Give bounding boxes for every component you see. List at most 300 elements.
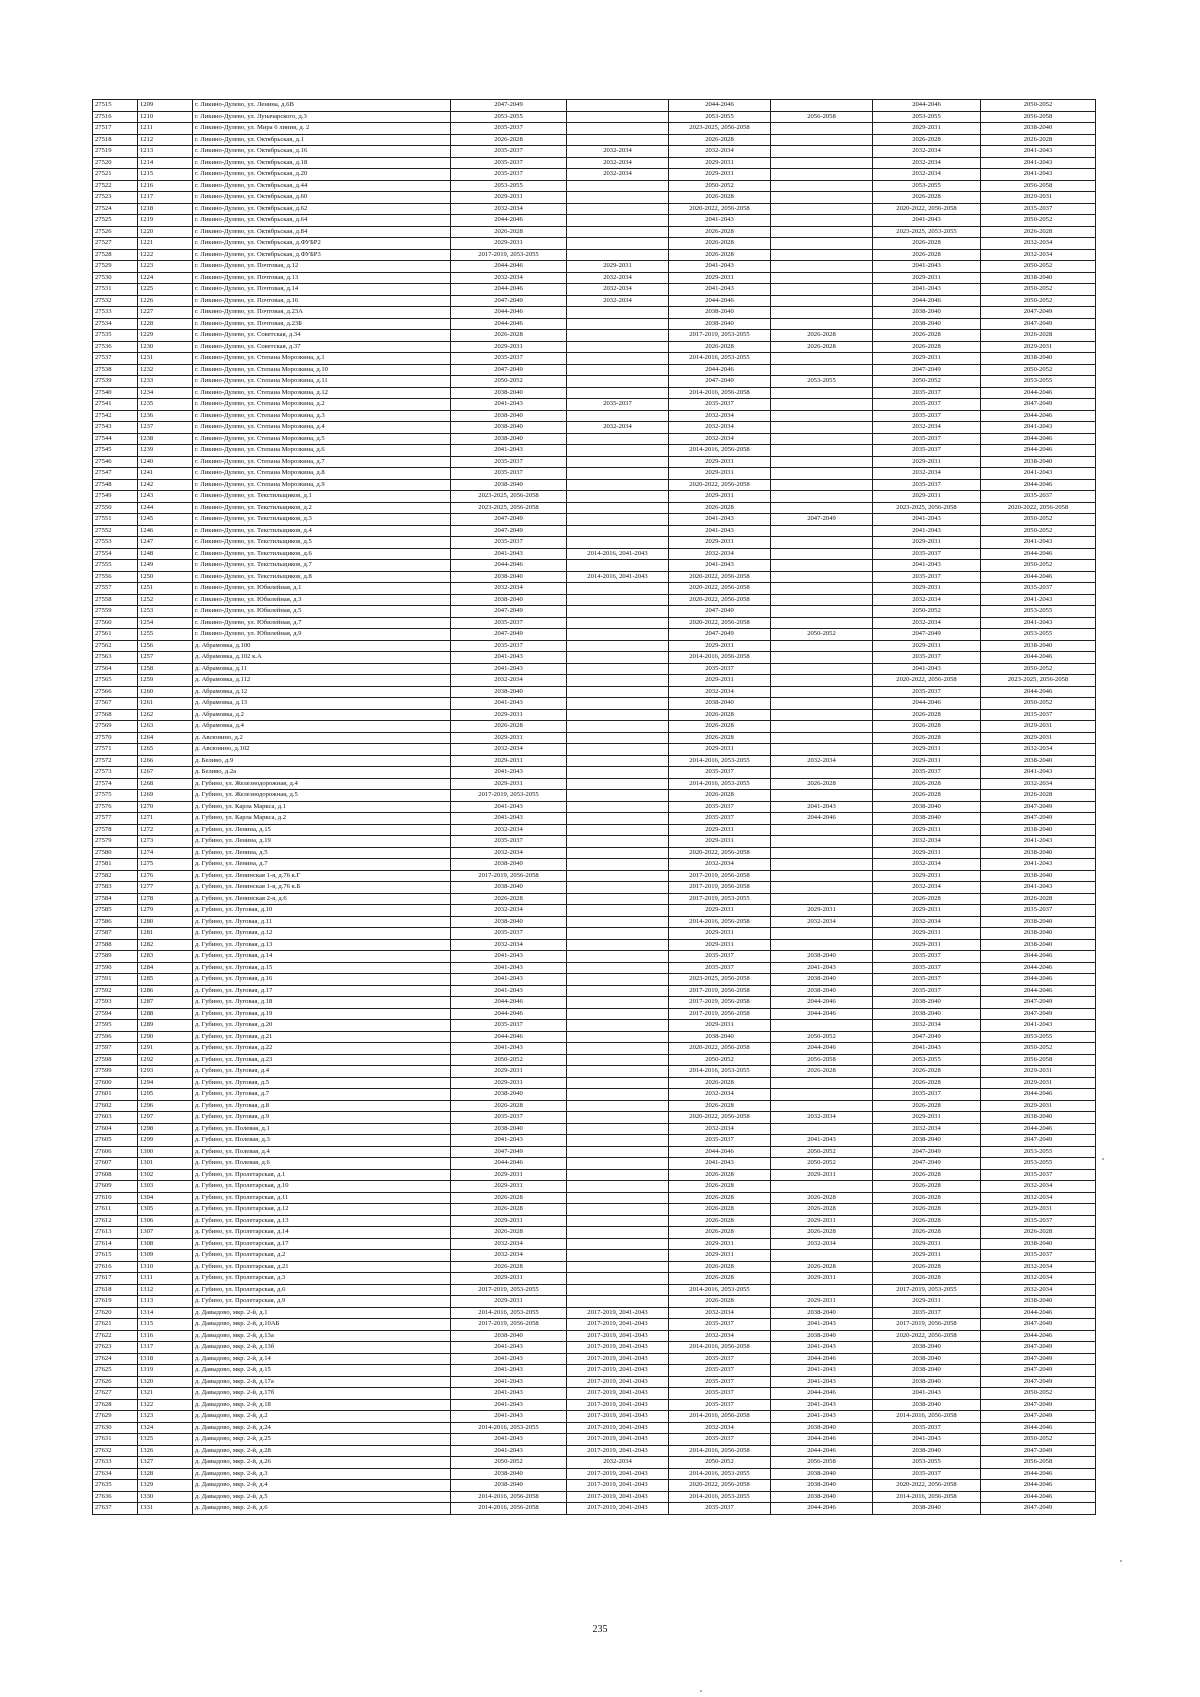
table-row	[93, 836, 1096, 848]
table-row	[93, 1457, 1096, 1469]
period-cell: 2026-2028	[669, 1192, 771, 1204]
period-cell: 2044-2046	[981, 1422, 1096, 1434]
table-row	[93, 1054, 1096, 1066]
period-cell: 2029-2031	[669, 169, 771, 181]
period-cell	[567, 445, 669, 457]
period-cell: 2038-2040	[451, 1330, 567, 1342]
address-cell: д. Губино, ул. Карла Маркса, д.2	[193, 813, 451, 825]
period-cell: 2017-2019, 2056-2058	[451, 1319, 567, 1331]
address-number-cell: 1318	[138, 1353, 193, 1365]
record-number-cell: 27602	[93, 1100, 138, 1112]
period-cell: 2026-2028	[669, 1100, 771, 1112]
period-cell: 2026-2028	[981, 330, 1096, 342]
period-cell	[567, 123, 669, 135]
period-cell: 2014-2016, 2056-2058	[669, 1342, 771, 1354]
table-row	[93, 468, 1096, 480]
table-row	[93, 617, 1096, 629]
period-cell: 2035-2037	[873, 767, 981, 779]
address-number-cell: 1323	[138, 1411, 193, 1423]
table-row	[93, 1399, 1096, 1411]
period-cell: 2026-2028	[873, 1066, 981, 1078]
address-number-cell: 1220	[138, 226, 193, 238]
table-row	[93, 640, 1096, 652]
period-cell: 2026-2028	[451, 893, 567, 905]
period-cell: 2044-2046	[771, 1503, 873, 1515]
period-cell	[567, 744, 669, 756]
table-row	[93, 721, 1096, 733]
period-cell: 2041-2043	[873, 663, 981, 675]
period-cell: 2041-2043	[451, 698, 567, 710]
period-cell: 2026-2028	[873, 1181, 981, 1193]
table-row	[93, 916, 1096, 928]
record-number-cell: 27625	[93, 1365, 138, 1377]
table-row	[93, 870, 1096, 882]
period-cell: 2029-2031	[873, 905, 981, 917]
address-cell: г. Ликино-Дулево, ул. Степана Морозкина, д.3	[193, 410, 451, 422]
address-cell: д. Губино, ул. Луговая, д.21	[193, 1031, 451, 1043]
period-cell: 2041-2043	[451, 985, 567, 997]
period-cell: 2044-2046	[981, 652, 1096, 664]
address-number-cell: 1226	[138, 295, 193, 307]
period-cell: 2029-2031	[771, 1296, 873, 1308]
period-cell	[567, 353, 669, 365]
address-number-cell: 1223	[138, 261, 193, 273]
record-number-cell: 27556	[93, 571, 138, 583]
period-cell	[771, 295, 873, 307]
period-cell: 2026-2028	[873, 330, 981, 342]
address-cell: г. Ликино-Дулево, ул. Почтовая, д.23А	[193, 307, 451, 319]
period-cell: 2026-2028	[981, 226, 1096, 238]
address-number-cell: 1225	[138, 284, 193, 296]
record-number-cell: 27619	[93, 1296, 138, 1308]
address-number-cell: 1288	[138, 1008, 193, 1020]
period-cell	[771, 640, 873, 652]
address-cell: г. Ликино-Дулево, ул. Юбилейная, д.9	[193, 629, 451, 641]
address-cell: г. Ликино-Дулево, ул. Октябрьская, д.20	[193, 169, 451, 181]
period-cell: 2029-2031	[771, 1273, 873, 1285]
period-cell: 2038-2040	[771, 985, 873, 997]
record-number-cell: 27629	[93, 1411, 138, 1423]
address-number-cell: 1272	[138, 824, 193, 836]
period-cell: 2029-2031	[669, 640, 771, 652]
period-cell: 2053-2055	[873, 180, 981, 192]
period-cell: 2026-2028	[669, 249, 771, 261]
record-number-cell: 27523	[93, 192, 138, 204]
address-number-cell: 1222	[138, 249, 193, 261]
period-cell	[771, 433, 873, 445]
period-cell: 2035-2037	[873, 433, 981, 445]
address-cell: д. Губино, ул. Пролетарская, д.17	[193, 1238, 451, 1250]
address-number-cell: 1326	[138, 1445, 193, 1457]
period-cell: 2041-2043	[981, 836, 1096, 848]
table-row	[93, 1238, 1096, 1250]
period-cell: 2038-2040	[451, 571, 567, 583]
period-cell: 2041-2043	[771, 1365, 873, 1377]
period-cell	[567, 847, 669, 859]
period-cell: 2053-2055	[981, 376, 1096, 388]
address-number-cell: 1294	[138, 1077, 193, 1089]
period-cell: 2041-2043	[451, 962, 567, 974]
period-cell: 2029-2031	[669, 939, 771, 951]
period-cell: 2014-2016, 2056-2058	[669, 1411, 771, 1423]
period-cell: 2032-2034	[567, 146, 669, 158]
period-cell: 2056-2058	[981, 111, 1096, 123]
period-cell: 2050-2052	[981, 100, 1096, 112]
period-cell: 2038-2040	[451, 422, 567, 434]
period-cell: 2044-2046	[981, 686, 1096, 698]
period-cell: 2029-2031	[669, 1238, 771, 1250]
period-cell: 2026-2028	[669, 192, 771, 204]
period-cell	[567, 433, 669, 445]
address-number-cell: 1245	[138, 514, 193, 526]
period-cell: 2041-2043	[451, 1342, 567, 1354]
address-cell: г. Ликино-Дулево, ул. Юбилейная, д.5	[193, 606, 451, 618]
address-number-cell: 1234	[138, 387, 193, 399]
period-cell: 2026-2028	[873, 893, 981, 905]
period-cell	[567, 537, 669, 549]
period-cell: 2026-2028	[669, 1296, 771, 1308]
period-cell	[771, 1284, 873, 1296]
period-cell: 2017-2019, 2041-2043	[567, 1319, 669, 1331]
period-cell: 2026-2028	[873, 341, 981, 353]
address-cell: д. Губино, ул. Пролетарская, д.3	[193, 1273, 451, 1285]
table-row	[93, 1296, 1096, 1308]
address-number-cell: 1241	[138, 468, 193, 480]
address-cell: д. Абрамовка, д.102 к.А	[193, 652, 451, 664]
period-cell: 2014-2016, 2056-2058	[451, 1491, 567, 1503]
period-cell: 2047-2049	[981, 1319, 1096, 1331]
address-number-cell: 1330	[138, 1491, 193, 1503]
period-cell: 2035-2037	[873, 974, 981, 986]
period-cell: 2029-2031	[873, 1296, 981, 1308]
period-cell	[771, 686, 873, 698]
period-cell: 2047-2049	[451, 364, 567, 376]
period-cell: 2026-2028	[669, 1273, 771, 1285]
period-cell: 2047-2049	[451, 606, 567, 618]
table-row	[93, 1422, 1096, 1434]
table-row	[93, 1491, 1096, 1503]
period-cell: 2026-2028	[771, 1261, 873, 1273]
period-cell: 2038-2040	[451, 1468, 567, 1480]
period-cell: 2026-2028	[451, 330, 567, 342]
period-cell: 2050-2052	[981, 364, 1096, 376]
period-cell	[567, 698, 669, 710]
address-cell: д. Губино, ул. Луговая, д.20	[193, 1020, 451, 1032]
record-number-cell: 27571	[93, 744, 138, 756]
table-row	[93, 514, 1096, 526]
address-number-cell: 1248	[138, 548, 193, 560]
address-number-cell: 1292	[138, 1054, 193, 1066]
period-cell	[567, 778, 669, 790]
period-cell	[567, 686, 669, 698]
period-cell: 2029-2031	[981, 721, 1096, 733]
address-number-cell: 1215	[138, 169, 193, 181]
period-cell: 2029-2031	[873, 456, 981, 468]
period-cell	[567, 732, 669, 744]
address-cell: г. Ликино-Дулево, ул. Октябрьская, д.ФУБР2	[193, 238, 451, 250]
record-number-cell: 27529	[93, 261, 138, 273]
record-number-cell: 27614	[93, 1238, 138, 1250]
period-cell: 2038-2040	[873, 997, 981, 1009]
period-cell: 2056-2058	[771, 111, 873, 123]
record-number-cell: 27593	[93, 997, 138, 1009]
period-cell: 2029-2031	[873, 1238, 981, 1250]
address-cell: д. Абрамовка, д.12	[193, 686, 451, 698]
table-row	[93, 1077, 1096, 1089]
address-number-cell: 1317	[138, 1342, 193, 1354]
period-cell: 2050-2052	[771, 1146, 873, 1158]
address-number-cell: 1327	[138, 1457, 193, 1469]
period-cell: 2014-2016, 2056-2058	[669, 445, 771, 457]
address-number-cell: 1325	[138, 1434, 193, 1446]
period-cell: 2029-2031	[451, 1169, 567, 1181]
table-row	[93, 1135, 1096, 1147]
address-number-cell: 1240	[138, 456, 193, 468]
table-row	[93, 169, 1096, 181]
record-number-cell: 27591	[93, 974, 138, 986]
address-cell: д. Губино, ул. Полевая, д.3	[193, 1135, 451, 1147]
period-cell: 2038-2040	[873, 1503, 981, 1515]
period-cell: 2053-2055	[451, 111, 567, 123]
address-cell: г. Ликино-Дулево, ул. Октябрьская, д.62	[193, 203, 451, 215]
page-number: 235	[592, 1624, 608, 1635]
period-cell: 2023-2025, 2056-2058	[669, 974, 771, 986]
address-number-cell: 1278	[138, 893, 193, 905]
table-row	[93, 284, 1096, 296]
address-cell: д. Давыдово, мкр. 2-й, д.6	[193, 1503, 451, 1515]
period-cell: 2026-2028	[451, 1192, 567, 1204]
period-cell: 2032-2034	[771, 1112, 873, 1124]
period-cell: 2026-2028	[873, 1261, 981, 1273]
period-cell	[567, 249, 669, 261]
record-number-cell: 27533	[93, 307, 138, 319]
period-cell: 2041-2043	[873, 261, 981, 273]
period-cell: 2038-2040	[981, 870, 1096, 882]
period-cell: 2026-2028	[771, 330, 873, 342]
period-cell: 2029-2031	[451, 341, 567, 353]
table-row	[93, 1031, 1096, 1043]
period-cell: 2032-2034	[873, 157, 981, 169]
period-cell: 2026-2028	[669, 1204, 771, 1216]
address-cell: г. Ликино-Дулево, ул. Текстильщиков, д.2	[193, 502, 451, 514]
table-row	[93, 1123, 1096, 1135]
period-cell: 2014-2016, 2056-2058	[669, 1445, 771, 1457]
period-cell: 2035-2037	[451, 157, 567, 169]
period-cell: 2032-2034	[981, 1284, 1096, 1296]
address-cell: д. Абрамовка, д.13	[193, 698, 451, 710]
period-cell: 2047-2049	[981, 1503, 1096, 1515]
table-row	[93, 100, 1096, 112]
period-cell: 2056-2058	[981, 180, 1096, 192]
record-number-cell: 27549	[93, 491, 138, 503]
record-number-cell: 27516	[93, 111, 138, 123]
period-cell: 2017-2019, 2053-2055	[451, 1284, 567, 1296]
table-row	[93, 675, 1096, 687]
address-cell: г. Ликино-Дулево, ул. Степана Морозкина, д.2	[193, 399, 451, 411]
address-number-cell: 1239	[138, 445, 193, 457]
period-cell: 2014-2016, 2056-2058	[669, 387, 771, 399]
record-number-cell: 27542	[93, 410, 138, 422]
period-cell: 2029-2031	[771, 905, 873, 917]
period-cell	[567, 376, 669, 388]
period-cell: 2029-2031	[451, 238, 567, 250]
period-cell: 2050-2052	[981, 295, 1096, 307]
record-number-cell: 27628	[93, 1399, 138, 1411]
address-number-cell: 1270	[138, 801, 193, 813]
period-cell: 2020-2022, 2056-2058	[873, 1480, 981, 1492]
period-cell: 2029-2031	[981, 192, 1096, 204]
address-cell: д. Губино, ул. Луговая, д.22	[193, 1043, 451, 1055]
record-number-cell: 27579	[93, 836, 138, 848]
address-number-cell: 1280	[138, 916, 193, 928]
record-number-cell: 27588	[93, 939, 138, 951]
period-cell: 2047-2049	[669, 376, 771, 388]
period-cell	[567, 859, 669, 871]
table-row	[93, 755, 1096, 767]
period-cell: 2032-2034	[873, 836, 981, 848]
record-number-cell: 27603	[93, 1112, 138, 1124]
period-cell	[567, 905, 669, 917]
address-cell: г. Ликино-Дулево, ул. Юбилейная, д.3	[193, 594, 451, 606]
period-cell: 2026-2028	[873, 238, 981, 250]
period-cell: 2017-2019, 2041-2043	[567, 1422, 669, 1434]
period-cell: 2029-2031	[451, 1215, 567, 1227]
period-cell: 2026-2028	[451, 1204, 567, 1216]
period-cell: 2044-2046	[771, 1353, 873, 1365]
period-cell: 2047-2049	[981, 1342, 1096, 1354]
period-cell: 2032-2034	[873, 1020, 981, 1032]
period-cell: 2038-2040	[451, 1089, 567, 1101]
record-number-cell: 27569	[93, 721, 138, 733]
period-cell: 2035-2037	[669, 1434, 771, 1446]
period-cell: 2044-2046	[981, 1330, 1096, 1342]
record-number-cell: 27528	[93, 249, 138, 261]
period-cell: 2047-2049	[981, 1411, 1096, 1423]
period-cell: 2047-2049	[981, 1365, 1096, 1377]
address-cell: д. Губино, ул. Луговая, д.8	[193, 1100, 451, 1112]
table-row	[93, 652, 1096, 664]
period-cell: 2041-2043	[451, 1445, 567, 1457]
address-cell: д. Давыдово, мкр. 2-й, д.24	[193, 1422, 451, 1434]
period-cell: 2032-2034	[669, 422, 771, 434]
period-cell	[567, 1215, 669, 1227]
address-cell: г. Ликино-Дулево, ул. Почтовая, д.16	[193, 295, 451, 307]
period-cell: 2029-2031	[873, 870, 981, 882]
period-cell: 2047-2049	[451, 1146, 567, 1158]
period-cell: 2047-2049	[451, 100, 567, 112]
period-cell: 2041-2043	[873, 514, 981, 526]
period-cell: 2041-2043	[771, 801, 873, 813]
period-cell: 2047-2049	[451, 514, 567, 526]
table-row	[93, 1100, 1096, 1112]
record-number-cell: 27624	[93, 1353, 138, 1365]
period-cell: 2050-2052	[981, 215, 1096, 227]
table-row	[93, 456, 1096, 468]
period-cell: 2038-2040	[451, 1480, 567, 1492]
address-number-cell: 1211	[138, 123, 193, 135]
period-cell: 2041-2043	[669, 261, 771, 273]
record-number-cell: 27537	[93, 353, 138, 365]
address-cell: д. Давыдово, мкр. 2-й, д.17а	[193, 1376, 451, 1388]
period-cell: 2026-2028	[873, 1204, 981, 1216]
period-cell: 2044-2046	[451, 997, 567, 1009]
table-row	[93, 985, 1096, 997]
address-cell: г. Ликино-Дулево, ул. Октябрьская, д.60	[193, 192, 451, 204]
period-cell	[567, 629, 669, 641]
period-cell: 2026-2028	[669, 709, 771, 721]
table-row	[93, 330, 1096, 342]
period-cell: 2038-2040	[873, 1365, 981, 1377]
period-cell: 2053-2055	[981, 1146, 1096, 1158]
record-number-cell: 27597	[93, 1043, 138, 1055]
period-cell: 2017-2019, 2053-2055	[451, 790, 567, 802]
period-cell	[771, 744, 873, 756]
record-number-cell: 27622	[93, 1330, 138, 1342]
period-cell: 2017-2019, 2041-2043	[567, 1388, 669, 1400]
period-cell: 2026-2028	[669, 1227, 771, 1239]
address-number-cell: 1295	[138, 1089, 193, 1101]
address-cell: д. Губино, ул. Ленинская 2-я, д.6	[193, 893, 451, 905]
period-cell: 2029-2031	[873, 123, 981, 135]
record-number-cell: 27635	[93, 1480, 138, 1492]
address-number-cell: 1309	[138, 1250, 193, 1262]
period-cell: 2023-2025, 2056-2058	[669, 123, 771, 135]
period-cell	[567, 1296, 669, 1308]
period-cell: 2032-2034	[771, 916, 873, 928]
table-row	[93, 1008, 1096, 1020]
record-number-cell: 27525	[93, 215, 138, 227]
address-number-cell: 1255	[138, 629, 193, 641]
period-cell: 2026-2028	[873, 249, 981, 261]
address-cell: г. Ликино-Дулево, ул. Степана Морозкина, д.7	[193, 456, 451, 468]
address-cell: г. Ликино-Дулево, ул. Октябрьская, д.64	[193, 215, 451, 227]
record-number-cell: 27565	[93, 675, 138, 687]
table-row	[93, 882, 1096, 894]
period-cell: 2053-2055	[981, 629, 1096, 641]
period-cell	[771, 870, 873, 882]
table-row	[93, 1261, 1096, 1273]
period-cell: 2044-2046	[981, 410, 1096, 422]
period-cell: 2050-2052	[981, 284, 1096, 296]
period-cell: 2050-2052	[873, 376, 981, 388]
table-row	[93, 548, 1096, 560]
table-row	[93, 238, 1096, 250]
record-number-cell: 27609	[93, 1181, 138, 1193]
period-cell: 2038-2040	[981, 640, 1096, 652]
period-cell	[567, 1020, 669, 1032]
address-cell: д. Губино, ул. Пролетарская, д.12	[193, 1204, 451, 1216]
period-cell: 2047-2049	[981, 307, 1096, 319]
period-cell: 2041-2043	[771, 1135, 873, 1147]
period-cell: 2026-2028	[771, 1227, 873, 1239]
address-cell: д. Губино, ул. Ленина, д.5	[193, 847, 451, 859]
period-cell	[567, 1043, 669, 1055]
period-cell: 2029-2031	[873, 824, 981, 836]
record-number-cell: 27520	[93, 157, 138, 169]
period-cell: 2035-2037	[873, 387, 981, 399]
period-cell	[567, 962, 669, 974]
address-number-cell: 1228	[138, 318, 193, 330]
period-cell: 2029-2031	[771, 1169, 873, 1181]
record-number-cell: 27515	[93, 100, 138, 112]
period-cell	[567, 1031, 669, 1043]
period-cell: 2026-2028	[669, 1169, 771, 1181]
period-cell: 2053-2055	[771, 376, 873, 388]
period-cell: 2029-2031	[669, 456, 771, 468]
period-cell	[567, 364, 669, 376]
period-cell: 2026-2028	[873, 1100, 981, 1112]
record-number-cell: 27544	[93, 433, 138, 445]
